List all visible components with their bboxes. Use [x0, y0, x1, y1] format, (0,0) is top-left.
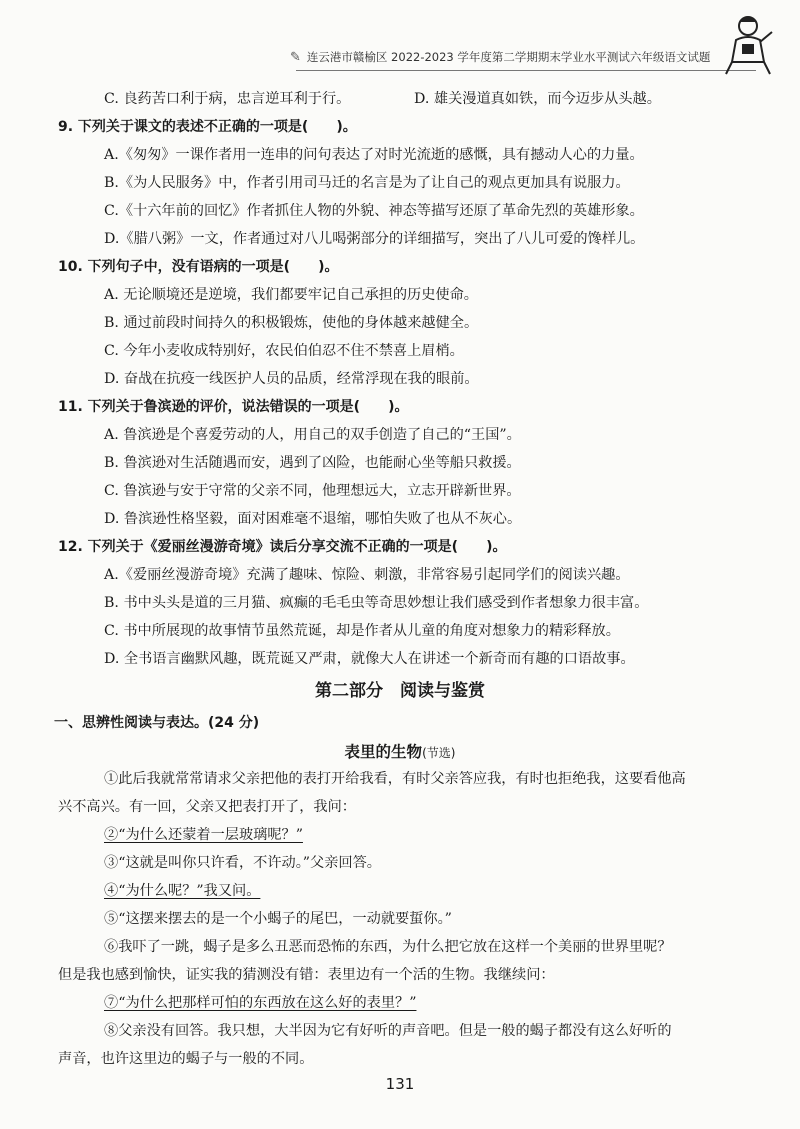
paragraph-8-line-2: 声音，也许这里边的蝎子与一般的不同。	[58, 1051, 314, 1067]
q11-option-b: B. 鲁滨逊对生活随遇而安，遇到了凶险，也能耐心坐等船只救援。	[104, 455, 521, 471]
header-divider	[296, 70, 756, 71]
q11-stem: 11. 下列关于鲁滨逊的评价，说法错误的一项是( )。	[58, 399, 409, 415]
paragraph-5: ⑤“这摆来摆去的是一个小蝎子的尾巴，一动就要蜇你。”	[104, 911, 452, 927]
story-title-text: 表里的生物	[344, 743, 423, 761]
paragraph-1-line-1: ①此后我就常常请求父亲把他的表打开给我看，有时父亲答应我，有时也拒绝我，这要看他高	[104, 771, 686, 787]
q8-option-c: C. 良药苦口利于病，忠言逆耳利于行。	[104, 91, 351, 107]
q12-option-a: A.《爱丽丝漫游奇境》充满了趣味、惊险、刺激，非常容易引起同学们的阅读兴趣。	[104, 567, 630, 583]
paragraph-6-line-2: 但是我也感到愉快，证实我的猜测没有错：表里边有一个活的生物。我继续问：	[58, 967, 555, 983]
header-title: 连云港市赣榆区 2022-2023 学年度第二学期期末学业水平测试六年级语文试题	[306, 50, 711, 64]
paragraph-2: ②“为什么还蒙着一层玻璃呢？”	[104, 827, 303, 843]
paragraph-4: ④“为什么呢？”我又问。	[104, 883, 261, 899]
pen-icon: ✎	[290, 49, 301, 65]
paragraph-7: ⑦“为什么把那样可怕的东西放在这么好的表里？”	[104, 995, 417, 1011]
q10-option-d: D. 奋战在抗疫一线医护人员的品质，经常浮现在我的眼前。	[104, 371, 479, 387]
q9-option-c: C.《十六年前的回忆》作者抓住人物的外貌、神态等描写还原了革命先烈的英雄形象。	[104, 203, 644, 219]
q11-option-d: D. 鲁滨逊性格坚毅，面对困难毫不退缩，哪怕失败了也从不灰心。	[104, 511, 522, 527]
q11-option-c: C. 鲁滨逊与安于守常的父亲不同，他理想远大，立志开辟新世界。	[104, 483, 521, 499]
q12-option-d: D. 全书语言幽默风趣，既荒诞又严肃，就像大人在讲述一个新奇而有趣的口语故事。	[104, 651, 635, 667]
q9-option-a: A.《匆匆》一课作者用一连串的问句表达了对时光流逝的感慨，具有撼动人心的力量。	[104, 147, 644, 163]
paragraph-3: ③“这就是叫你只许看，不许动。”父亲回答。	[104, 855, 381, 871]
q9-option-d: D.《腊八粥》一文，作者通过对八儿喝粥部分的详细描写，突出了八儿可爱的馋样儿。	[104, 231, 645, 247]
q10-option-b: B. 通过前段时间持久的积极锻炼，使他的身体越来越健全。	[104, 315, 479, 331]
q8-option-d: D. 雄关漫道真如铁，而今迈步从头越。	[414, 91, 661, 107]
page-header	[290, 46, 710, 68]
section-title: 一、思辨性阅读与表达。(24 分)	[54, 715, 260, 731]
q12-option-c: C. 书中所展现的故事情节虽然荒诞，却是作者从儿童的角度对想象力的精彩释放。	[104, 623, 620, 639]
story-title-note: (节选)	[422, 746, 456, 760]
q12-stem: 12. 下列关于《爱丽丝漫游奇境》读后分享交流不正确的一项是( )。	[58, 539, 507, 555]
q9-stem: 9. 下列关于课文的表述不正确的一项是( )。	[58, 119, 357, 135]
q10-option-c: C. 今年小麦收成特别好，农民伯伯忍不住不禁喜上眉梢。	[104, 343, 464, 359]
q10-stem: 10. 下列句子中，没有语病的一项是( )。	[58, 259, 339, 275]
paragraph-1-line-2: 兴不高兴。有一回，父亲又把表打开了，我问：	[58, 799, 356, 815]
paragraph-6-line-1: ⑥我吓了一跳，蝎子是多么丑恶而恐怖的东西，为什么把它放在这样一个美丽的世界里呢？	[104, 939, 672, 955]
q10-option-a: A. 无论顺境还是逆境，我们都要牢记自己承担的历史使命。	[104, 287, 478, 303]
part-title: 第二部分 阅读与鉴赏	[315, 681, 485, 701]
q11-option-a: A. 鲁滨逊是个喜爱劳动的人，用自己的双手创造了自己的“王国”。	[104, 427, 521, 443]
q12-option-b: B. 书中头头是道的三月猫、疯癫的毛毛虫等奇思妙想让我们感受到作者想象力很丰富。	[104, 595, 649, 611]
paragraph-8-line-1: ⑧父亲没有回答。我只想，大半因为它有好听的声音吧。但是一般的蝎子都没有这么好听的	[104, 1023, 672, 1039]
q9-option-b: B.《为人民服务》中，作者引用司马迁的名言是为了让自己的观点更加具有说服力。	[104, 175, 630, 191]
page-number: 131	[385, 1075, 415, 1093]
mascot-illustration	[718, 12, 776, 78]
story-title	[0, 740, 800, 762]
